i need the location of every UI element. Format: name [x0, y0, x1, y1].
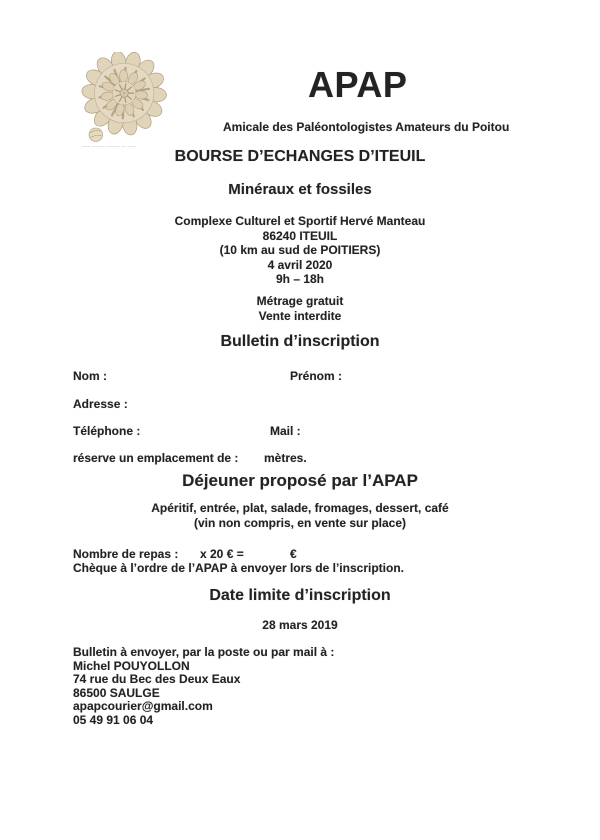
lunch-menu: Apéritif, entrée, plat, salade, fromages, dessert, café [151, 501, 449, 515]
nom-label: Nom : [73, 369, 107, 383]
event-hours: 9h – 18h [275, 272, 325, 286]
note-vente: Vente interdite [258, 308, 342, 323]
contact-email: apapcourier@gmail.com [73, 699, 213, 713]
ammonite-logo-icon [78, 52, 168, 142]
venue-name: Complexe Culturel et Sportif Hervé Manteau [174, 214, 426, 228]
contact-name: Michel POUYOLLON [73, 658, 190, 673]
deadline-heading: Date limite d’inscription [209, 587, 391, 604]
venue-block [0, 214, 600, 287]
event-notes [0, 294, 600, 323]
meals-row [0, 547, 600, 561]
metres-label: mètres. [264, 451, 307, 465]
lunch-menu-block [0, 501, 600, 530]
price-formula: x 20 € = [200, 547, 244, 561]
contact-phone: 05 49 91 06 04 [73, 712, 154, 727]
note-metrage: Métrage gratuit [256, 294, 344, 308]
deadline-date: 28 mars 2019 [262, 618, 338, 632]
repas-label: Nombre de repas : [73, 547, 179, 561]
form-row-emplacement [0, 451, 600, 465]
euro-symbol: € [290, 547, 297, 561]
adresse-label: Adresse : [73, 397, 128, 411]
telephone-label: Téléphone : [73, 424, 141, 438]
form-row-name [0, 369, 600, 383]
contact-city: 86500 SAULGE [73, 685, 160, 700]
event-date: 4 avril 2020 [267, 257, 333, 272]
form-row-address [0, 397, 600, 411]
emplacement-label: réserve un emplacement de : [73, 451, 239, 465]
ammonite-caption: —— ——— ——— — —— [81, 143, 137, 148]
cheque-note: Chèque à l’ordre de l’APAP à envoyer lors de l’inscription. [73, 561, 404, 575]
contact-block [73, 646, 334, 727]
lunch-heading: Déjeuner proposé par l’APAP [182, 471, 418, 490]
venue-location-note: (10 km au sud de POITIERS) [219, 243, 381, 257]
form-heading: Bulletin d’inscription [220, 333, 380, 350]
contact-intro: Bulletin à envoyer, par la poste ou par mail à : [73, 645, 335, 659]
form-row-contact [0, 424, 600, 438]
prenom-label: Prénom : [290, 369, 343, 383]
page-title: APAP [308, 64, 408, 105]
event-title: BOURSE D’ECHANGES D’ITEUIL [174, 148, 426, 165]
association-name: Amicale des Paléontologistes Amateurs du Poitou [223, 120, 510, 134]
lunch-menu-note: (vin non compris, en vente sur place) [193, 515, 407, 530]
event-subtitle: Minéraux et fossiles [228, 181, 372, 198]
contact-street: 74 rue du Bec des Deux Eaux [73, 672, 241, 686]
venue-city: 86240 ITEUIL [262, 228, 338, 243]
mail-label: Mail : [270, 424, 301, 438]
